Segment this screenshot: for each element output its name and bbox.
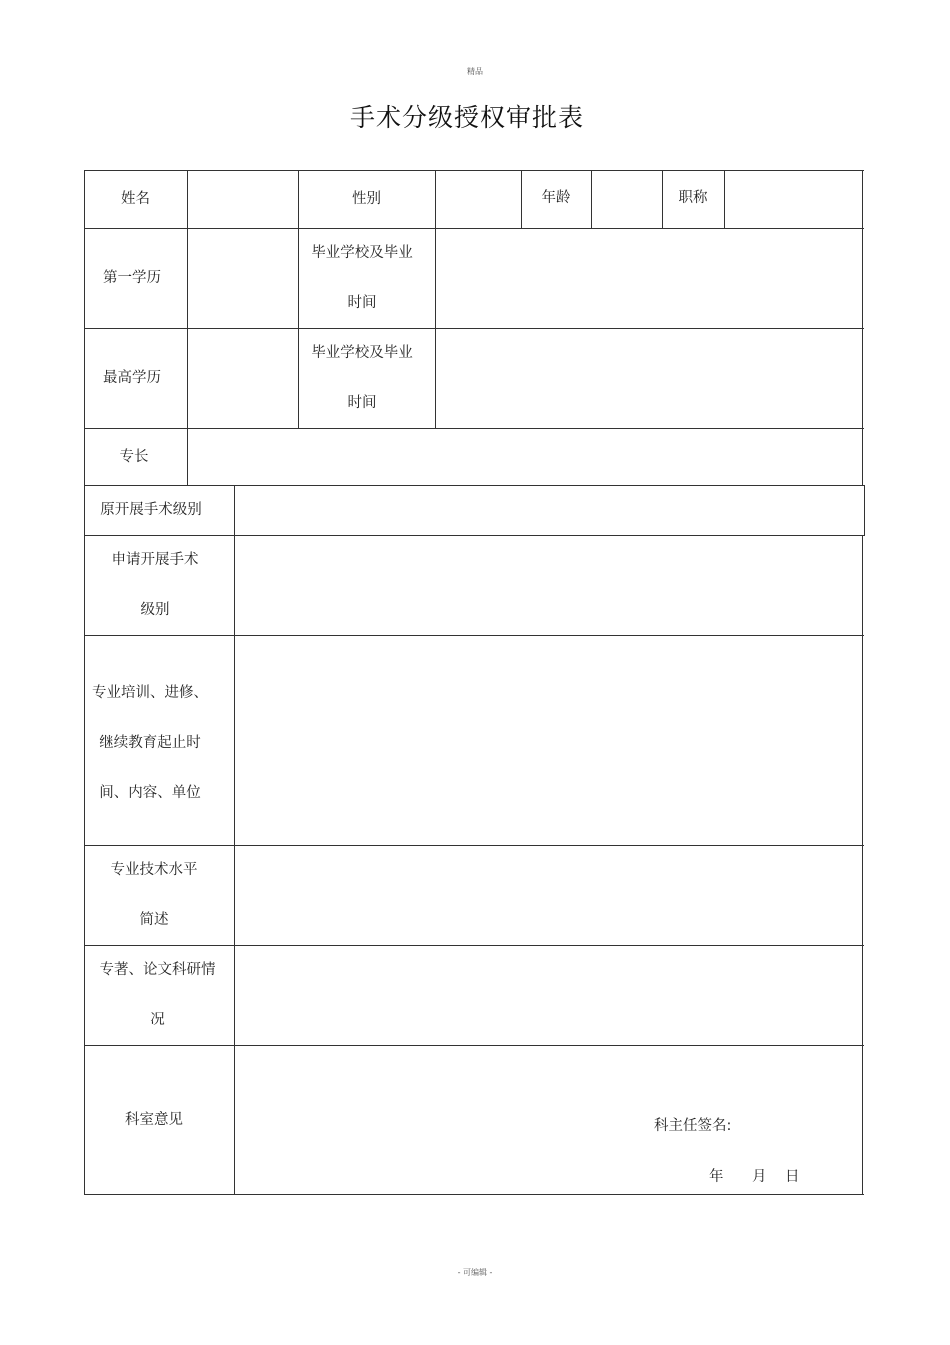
name-field[interactable] (188, 171, 298, 228)
training-history-label: 专业培训、进修、 继续教育起止时 间、内容、单位 (92, 685, 208, 801)
apply-surgery-level-label: 申请开展手术 级别 (111, 552, 199, 618)
specialty-label: 专长 (119, 448, 149, 465)
highest-school-field[interactable] (436, 329, 862, 428)
signature-date (709, 1165, 800, 1186)
original-surgery-level-field[interactable] (235, 486, 864, 535)
papers-research-label: 专著、论文科研情 况 (99, 962, 216, 1028)
date-day: 日 (785, 1169, 800, 1185)
department-opinion-label: 科室意见 (125, 1111, 183, 1128)
highest-education-label: 最高学历 (103, 370, 161, 386)
technical-level-label: 专业技术水平 简述 (110, 862, 198, 928)
specialty-field[interactable] (188, 429, 862, 485)
training-history-field[interactable] (235, 636, 862, 845)
table-border-line (864, 485, 865, 536)
highest-education-field[interactable] (188, 329, 298, 428)
first-education-field[interactable] (188, 229, 298, 328)
footer-watermark: - 可编辑 - (457, 1268, 493, 1277)
highest-school-label: 毕业学校及毕业 时间 (311, 345, 413, 411)
director-signature-label: 科主任签名: (654, 1118, 732, 1134)
first-education-label: 第一学历 (103, 270, 161, 286)
table-border-line (84, 1194, 864, 1195)
table-border-line (862, 170, 863, 486)
gender-label: 性别 (352, 191, 381, 207)
first-school-label: 毕业学校及毕业 时间 (311, 245, 413, 311)
table-border-line (862, 535, 863, 1195)
gender-field[interactable] (436, 171, 521, 228)
date-year: 年 (709, 1169, 724, 1185)
first-school-field[interactable] (436, 229, 862, 328)
technical-level-field[interactable] (235, 846, 862, 945)
age-label: 年龄 (541, 190, 571, 206)
age-field[interactable] (592, 171, 662, 228)
job-title-label: 职称 (678, 190, 708, 206)
job-title-field[interactable] (725, 171, 862, 228)
page-title: 手术分级授权审批表 (349, 103, 584, 132)
header-watermark: 精品 (467, 67, 483, 76)
apply-surgery-level-field[interactable] (235, 536, 862, 635)
original-surgery-level-label: 原开展手术级别 (100, 502, 202, 518)
papers-research-field[interactable] (235, 946, 862, 1045)
name-label: 姓名 (121, 191, 150, 207)
date-month: 月 (752, 1169, 767, 1185)
